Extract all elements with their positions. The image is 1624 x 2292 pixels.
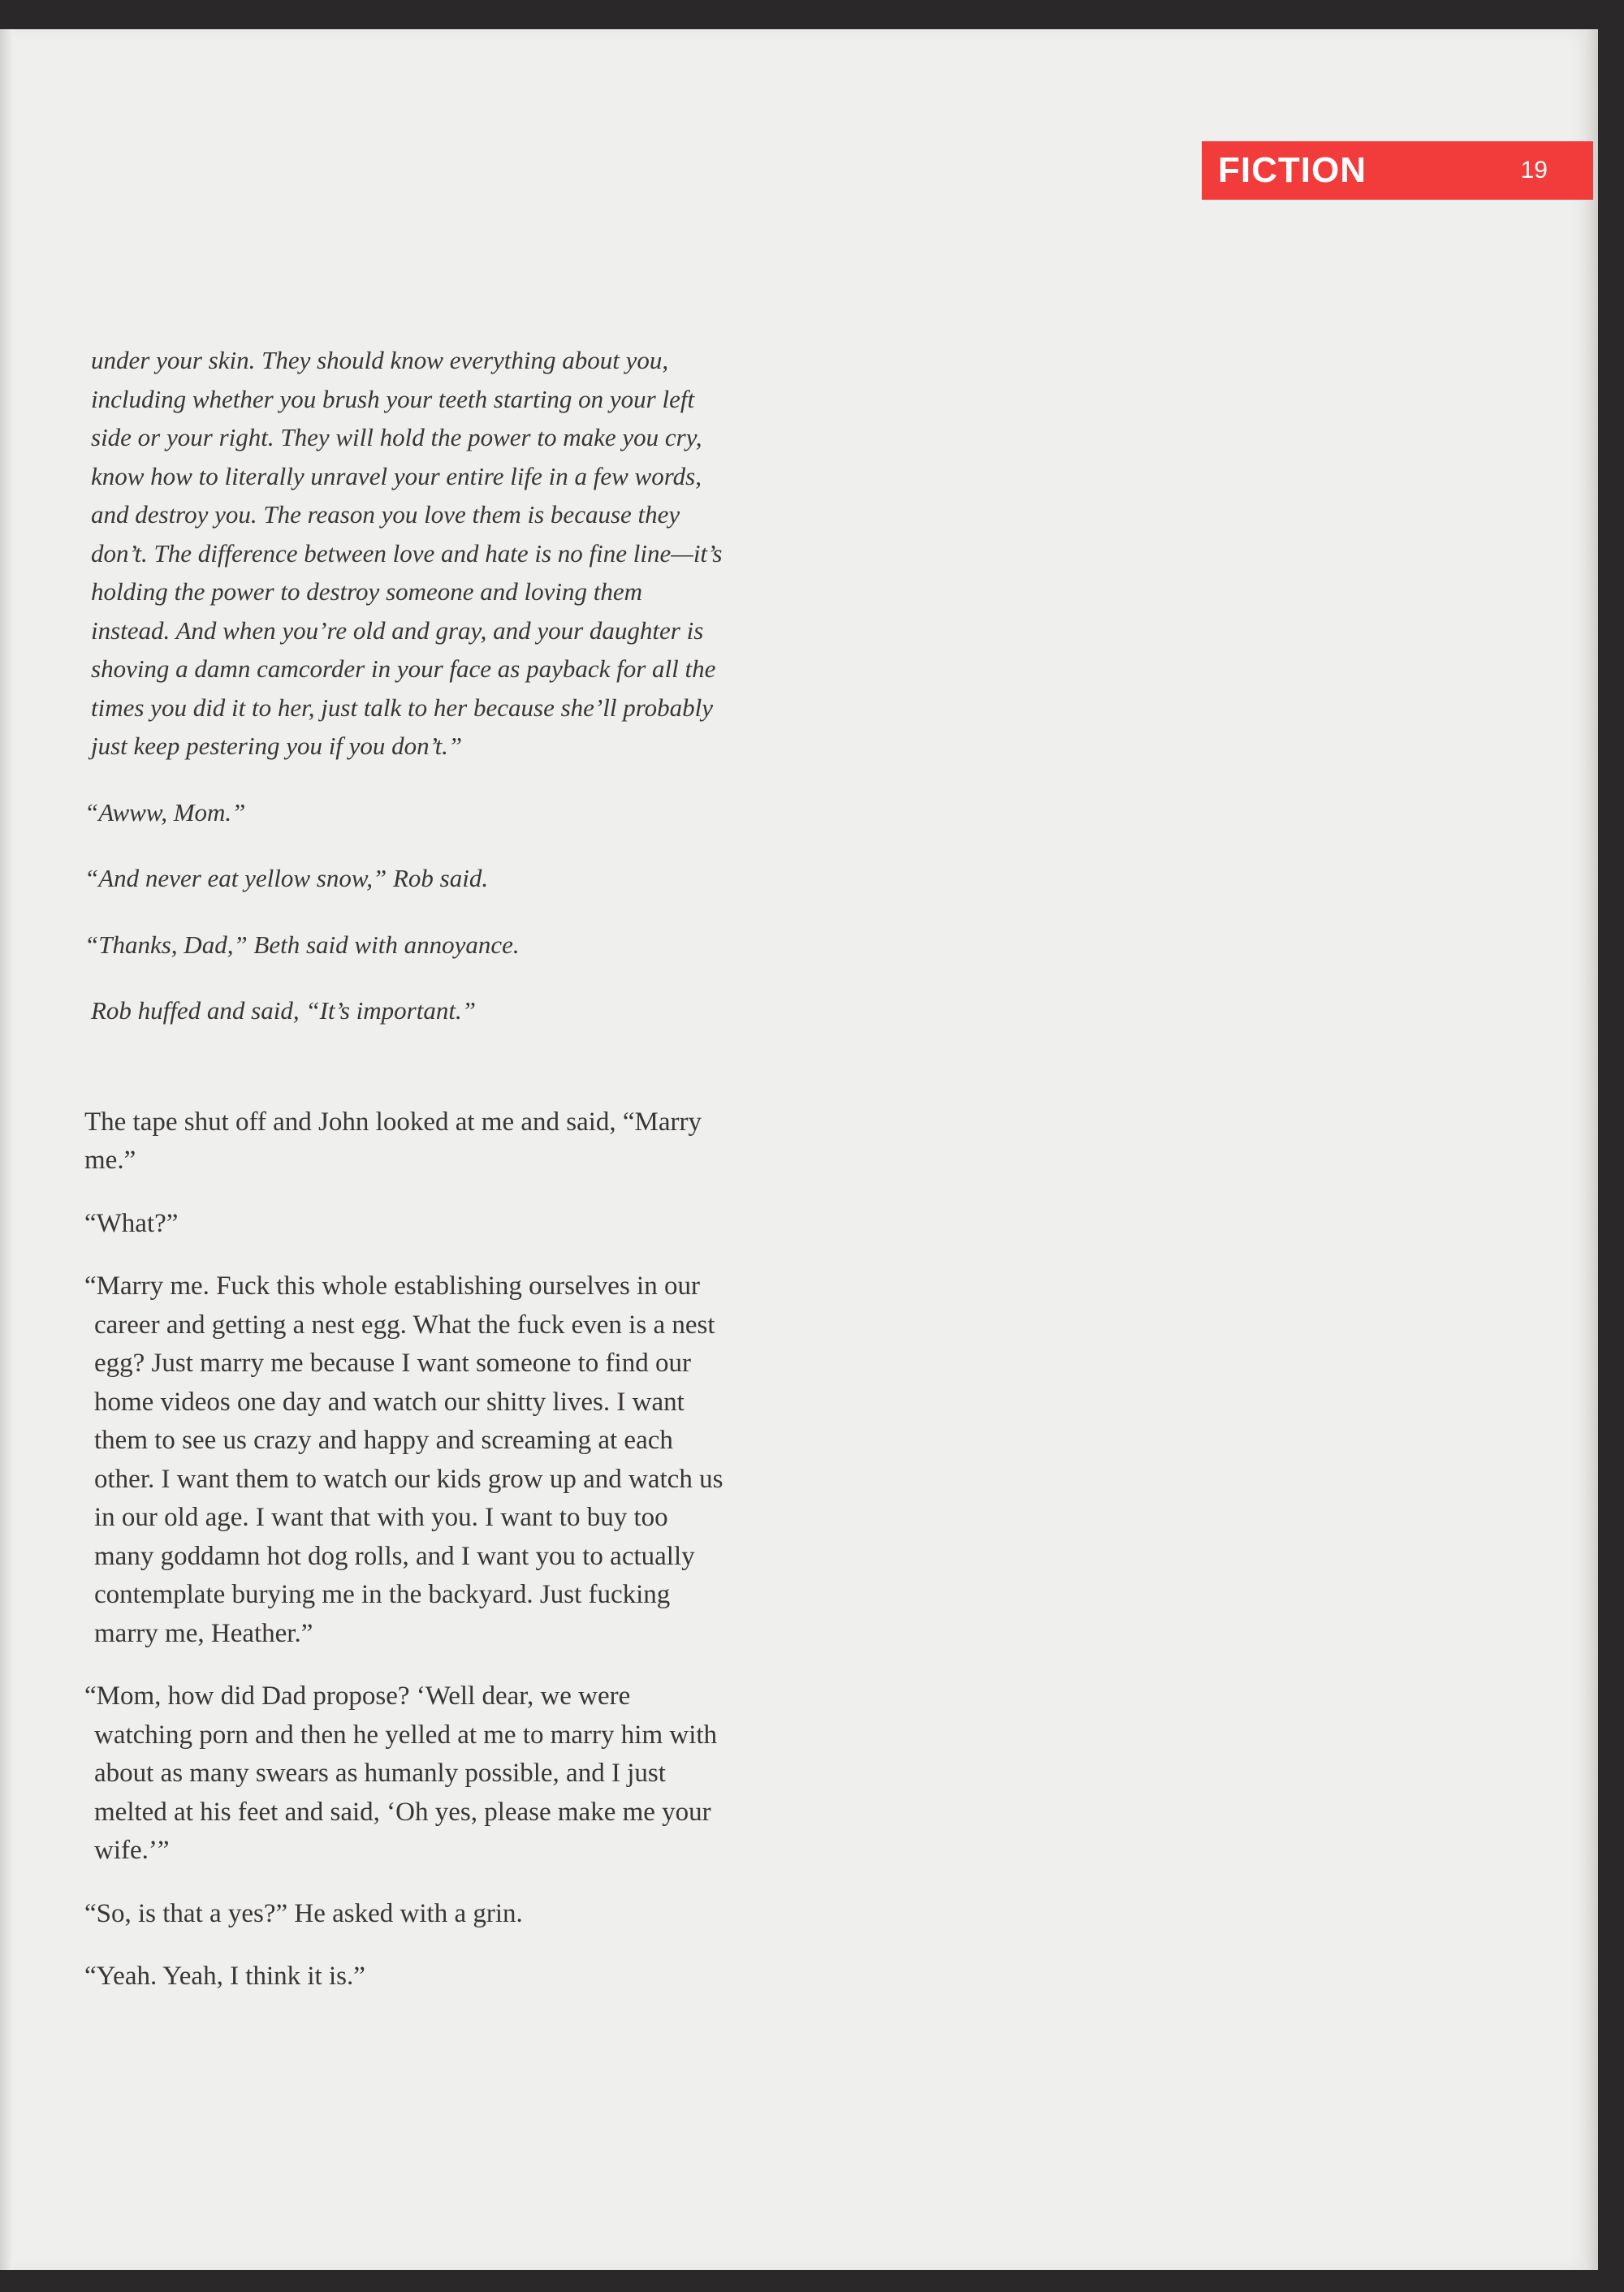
page-number: 19: [1520, 157, 1548, 183]
section-header-tab: [1202, 141, 1593, 200]
italic-dialogue-line: “And never eat yellow snow,” Rob said.: [84, 864, 489, 892]
story-paragraph: The tape shut off and John looked at me and said, “Marry me.”: [84, 1107, 702, 1175]
page-edge: [1585, 29, 1598, 2270]
story-paragraph: “So, is that a yes?” He asked with a grin.: [84, 1898, 523, 1928]
page-gutter: [0, 29, 13, 2270]
italic-dialogue-line: “Awww, Mom.”: [84, 797, 246, 827]
story-paragraph: “Mom, how did Dad propose? ‘Well dear, we were watching porn and then he yelled at me to marry him with about as many swears as humanly possible, and I just melted at his feet and said, ‘Oh yes, please make me your wife.’”: [84, 1681, 718, 1865]
section-label: FICTION: [1218, 150, 1367, 190]
story-paragraph: “Marry me. Fuck this whole establishing ourselves in our career and getting a nest egg. What the fuck even is a nest egg? Just marry me because I want someone to find our home videos one day and watch our shitty lives. I want them to see us crazy and happy and screaming at each other. I want them to watch our kids grow up and watch us in our old age. I want that with you. I want to buy too many goddamn hot dog rolls, and I want you to actually contemplate burying me in the backyard. Just fucking marry me, Heather.”: [84, 1271, 723, 1648]
italic-video-speech: under your skin. They should know everything about you, including whether you brush your teeth starting on your left side or your right. They will hold the power to make you cry, know how to literally unravel your entire life in a few words, and destroy you. The reason you love them is because they don’t. The difference between love and hate is no fine line—it’s holding the power to destroy someone and loving them instead. And when you’re old and gray, and your daughter is shoving a damn camcorder in your face as payback for all the times you did it to her, just talk to her because she’ll probably just keep pestering you if you don’t.”: [91, 346, 723, 760]
italic-dialogue-line: Rob huffed and said, “It’s important.”: [91, 996, 476, 1025]
story-paragraph: “What?”: [84, 1208, 179, 1238]
italic-dialogue-line: “Thanks, Dad,” Beth said with annoyance.: [84, 930, 520, 959]
story-column: [84, 341, 726, 1996]
story-paragraph: “Yeah. Yeah, I think it is.”: [84, 1962, 365, 1991]
